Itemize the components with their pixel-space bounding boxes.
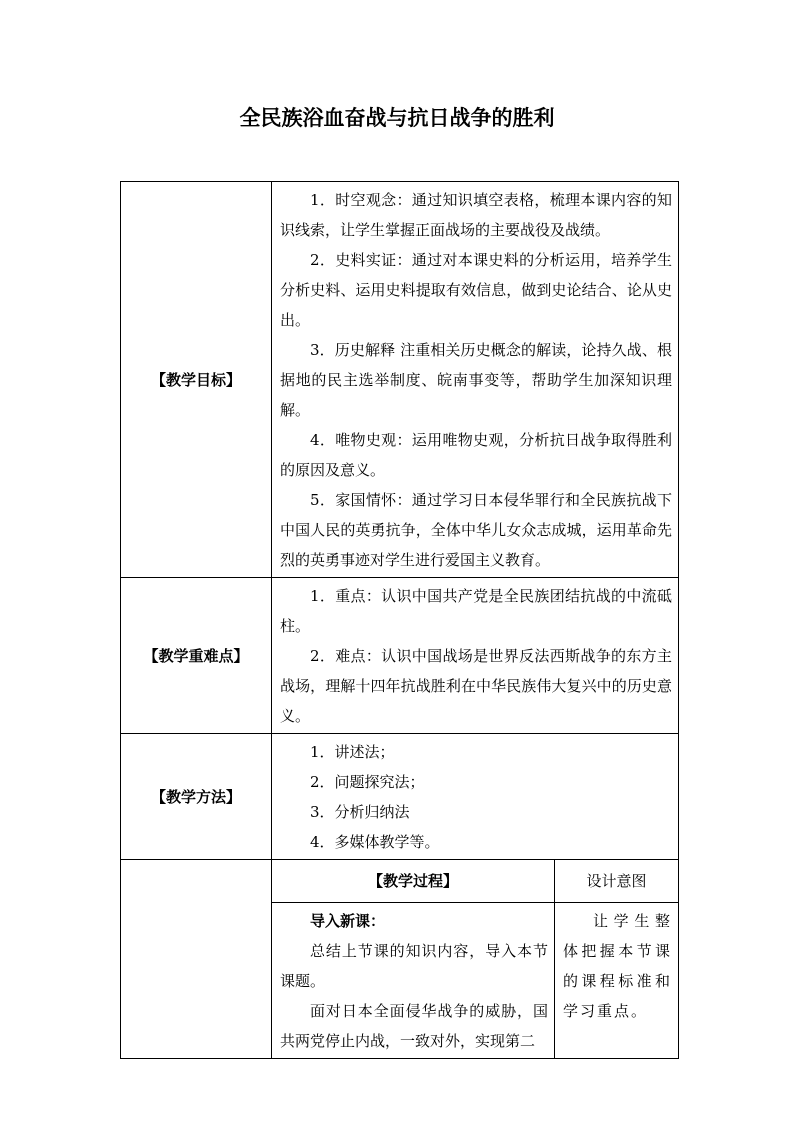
key-point-item: 2．难点：认识中国战场是世界反法西斯战争的东方主战场，理解十四年抗战胜利在中华民族伟大复兴中的历史意义。 bbox=[280, 647, 672, 725]
objective-item: 1．时空观念：通过知识填空表格，梳理本课内容的知识线索，让学生掌握正面战场的主要战役及战绩。 bbox=[280, 191, 672, 239]
intent-content bbox=[555, 903, 679, 1059]
key-points-label: 【教学重难点】 bbox=[121, 578, 272, 734]
process-header-row bbox=[121, 860, 679, 903]
objective-item: 2．史料实证：通过对本课史料的分析运用，培养学生分析史料、运用史料提取有效信息，做到史论结合、论从史出。 bbox=[280, 251, 672, 329]
process-paragraph: 面对日本全面侵华战争的威胁，国共两党停止内战，一致对外，实现第二 bbox=[280, 1002, 548, 1050]
objectives-label: 【教学目标】 bbox=[121, 182, 272, 578]
objective-item: 3．历史解释 注重相关历史概念的解读，论持久战、根据地的民主选举制度、皖南事变等，帮助学生加深知识理解。 bbox=[280, 341, 672, 419]
method-item: 3．分析归纳法 bbox=[310, 803, 410, 821]
lesson-plan-table bbox=[120, 181, 679, 1059]
method-item: 1．讲述法； bbox=[310, 743, 395, 761]
process-content bbox=[272, 903, 555, 1059]
document-title: 全民族浴血奋战与抗日战争的胜利 bbox=[239, 105, 555, 130]
key-points-content bbox=[272, 578, 679, 734]
objectives-row bbox=[121, 182, 679, 578]
process-paragraph: 总结上节课的知识内容，导入本节课题。 bbox=[280, 942, 548, 990]
intent-text: 让学生整体把握本节课的课程标准和学习重点。 bbox=[563, 912, 672, 1020]
method-item: 4．多媒体教学等。 bbox=[310, 833, 440, 851]
objective-item: 4．唯物史观：运用唯物史观，分析抗日战争取得胜利的原因及意义。 bbox=[280, 431, 672, 479]
key-points-row bbox=[121, 578, 679, 734]
process-header: 【教学过程】 bbox=[272, 860, 555, 903]
process-empty-cell bbox=[121, 860, 272, 1059]
key-point-item: 1．重点：认识中国共产党是全民族团结抗战的中流砥柱。 bbox=[280, 587, 672, 635]
objective-item: 5．家国情怀：通过学习日本侵华罪行和全民族抗战下中国人民的英勇抗争，全体中华儿女众志成城，运用革命先烈的英勇事迹对学生进行爱国主义教育。 bbox=[280, 491, 672, 569]
methods-content bbox=[272, 734, 679, 860]
objectives-content bbox=[272, 182, 679, 578]
intent-header: 设计意图 bbox=[555, 860, 679, 903]
intro-title: 导入新课： bbox=[310, 912, 386, 930]
methods-row bbox=[121, 734, 679, 860]
methods-label: 【教学方法】 bbox=[121, 734, 272, 860]
method-item: 2．问题探究法； bbox=[310, 773, 425, 791]
